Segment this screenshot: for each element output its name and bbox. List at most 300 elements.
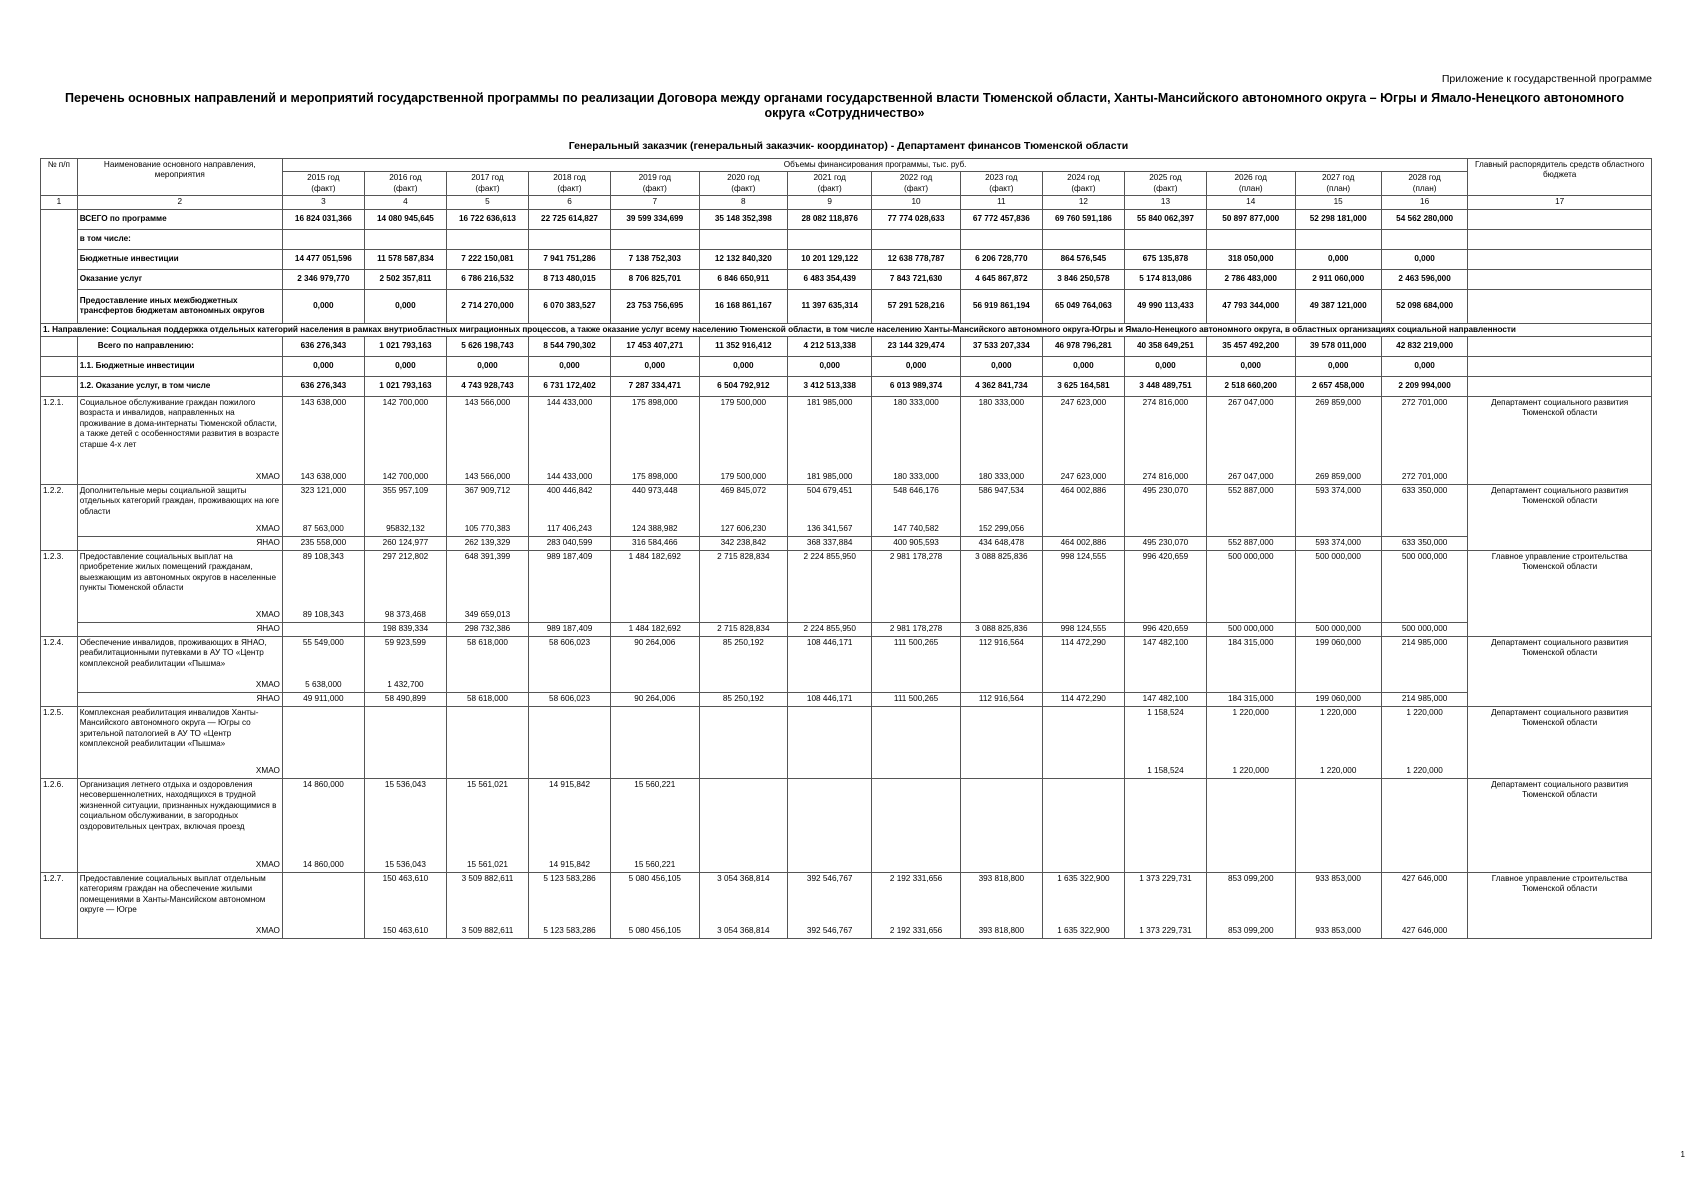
summary-value: [788, 229, 872, 249]
measure-value: 2 224 855,950: [788, 551, 872, 609]
region-value: 95832,132: [364, 523, 446, 537]
column-number: 1: [41, 196, 78, 209]
measure-value: 5 080 456,105: [611, 873, 700, 925]
header-year-type: (факт): [1153, 183, 1178, 193]
header-year: [611, 172, 700, 196]
region-value: 143 638,000: [282, 471, 364, 485]
region-value: 111 500,265: [872, 693, 961, 707]
measure-row: [41, 707, 1652, 765]
region-value: [1124, 609, 1206, 623]
summary-row: [41, 289, 1652, 323]
summary-value: 6 786 216,532: [446, 269, 528, 289]
measure-name: Социальное обслуживание граждан пожилого возраста и инвалидов, направленных на проживание в дома-интернаты Тюменской области, а также детей с особенностями развития в возрасте старше 4-х лет: [77, 397, 282, 471]
header-year: [788, 172, 872, 196]
region-value: [282, 925, 364, 939]
measure-value: 998 124,555: [1042, 551, 1124, 609]
measure-name: Обеспечение инвалидов, проживающих в ЯНАО, реабилитационными путевками в АУ ТО «Центр комплексной реабилитации «Пышма»: [77, 637, 282, 679]
measure-value: 996 420,659: [1124, 551, 1206, 609]
region-value: 316 584,466: [611, 537, 700, 551]
direction-value: 0,000: [699, 357, 788, 377]
region-value: [1124, 679, 1206, 693]
region-value: [960, 609, 1042, 623]
summary-row: [41, 269, 1652, 289]
region-value: [788, 859, 872, 873]
direction-value: 8 544 790,302: [528, 337, 610, 357]
direction-value: 6 731 172,402: [528, 377, 610, 397]
measure-name: Организация летнего отдыха и оздоровления несовершеннолетних, находящихся в трудной жизненной ситуации, признанных нуждающимися в социальном обслуживании, в загородных оздоровительных центрах, включая проезд: [77, 779, 282, 859]
direction-value: 42 832 219,000: [1381, 337, 1467, 357]
measure-subrow: [41, 679, 1652, 693]
region-label: ХМАО: [77, 471, 282, 485]
measure-subrow: [41, 609, 1652, 623]
region-value: 267 047,000: [1206, 471, 1295, 485]
region-value: 184 315,000: [1206, 693, 1295, 707]
header-row-years: [41, 172, 1652, 196]
summary-distributor: [1468, 209, 1652, 229]
measure-value: 495 230,070: [1124, 485, 1206, 523]
summary-label: ВСЕГО по программе: [77, 209, 282, 229]
measure-value: 180 333,000: [872, 397, 961, 471]
measure-value: 633 350,000: [1381, 485, 1467, 523]
region-value: 85 250,192: [699, 693, 788, 707]
region-value: 144 433,000: [528, 471, 610, 485]
column-number: 7: [611, 196, 700, 209]
direction-total-row: [41, 377, 1652, 397]
header-year-type: (план): [1326, 183, 1351, 193]
header-year: [699, 172, 788, 196]
measure-value: 114 472,290: [1042, 637, 1124, 679]
region-value: 89 108,343: [282, 609, 364, 623]
summary-row: [41, 209, 1652, 229]
region-value: 5 638,000: [282, 679, 364, 693]
summary-value: 10 201 129,122: [788, 249, 872, 269]
summary-value: 23 753 756,695: [611, 289, 700, 323]
summary-value: 22 725 614,827: [528, 209, 610, 229]
region-value: [1042, 679, 1124, 693]
region-value: 274 816,000: [1124, 471, 1206, 485]
direction-value: 3 412 513,338: [788, 377, 872, 397]
direction-value: 46 978 796,281: [1042, 337, 1124, 357]
region-value: [1042, 523, 1124, 537]
region-value: 5 080 456,105: [611, 925, 700, 939]
measure-subrow: [41, 537, 1652, 551]
region-value: 2 981 178,278: [872, 623, 961, 637]
region-value: 368 337,884: [788, 537, 872, 551]
direction-value: 3 625 164,581: [1042, 377, 1124, 397]
region-value: 552 887,000: [1206, 537, 1295, 551]
region-value: 15 560,221: [611, 859, 700, 873]
summary-value: 2 463 596,000: [1381, 269, 1467, 289]
measure-value: 175 898,000: [611, 397, 700, 471]
region-value: [446, 765, 528, 779]
summary-value: 864 576,545: [1042, 249, 1124, 269]
measure-value: 1 158,524: [1124, 707, 1206, 765]
direction-value: 636 276,343: [282, 337, 364, 357]
summary-value: [1206, 229, 1295, 249]
region-value: 500 000,000: [1295, 623, 1381, 637]
summary-label: Предоставление иных межбюджетных трансфертов бюджетам автономных округов: [77, 289, 282, 323]
summary-value: 6 070 383,527: [528, 289, 610, 323]
region-label: ЯНАО: [77, 693, 282, 707]
region-value: [960, 859, 1042, 873]
measure-value: 89 108,343: [282, 551, 364, 609]
direction-value: 0,000: [1381, 357, 1467, 377]
measure-row: [41, 551, 1652, 609]
summary-value: 12 132 840,320: [699, 249, 788, 269]
measure-value: 112 916,564: [960, 637, 1042, 679]
measure-value: 1 220,000: [1295, 707, 1381, 765]
column-number: 5: [446, 196, 528, 209]
region-label: ЯНАО: [77, 623, 282, 637]
region-value: 1 220,000: [1295, 765, 1381, 779]
header-year-label: 2019 год: [638, 173, 672, 183]
measure-number: 1.2.4.: [41, 637, 78, 707]
region-value: [872, 679, 961, 693]
summary-value: 0,000: [282, 289, 364, 323]
region-value: [528, 679, 610, 693]
region-value: [788, 679, 872, 693]
column-number: 11: [960, 196, 1042, 209]
summary-value: 49 990 113,433: [1124, 289, 1206, 323]
measure-value: 14 860,000: [282, 779, 364, 859]
summary-value: 57 291 528,216: [872, 289, 961, 323]
measure-value: [788, 779, 872, 859]
direction-value: 37 533 207,334: [960, 337, 1042, 357]
summary-value: 7 843 721,630: [872, 269, 961, 289]
region-value: 124 388,982: [611, 523, 700, 537]
region-value: 989 187,409: [528, 623, 610, 637]
region-value: 349 659,013: [446, 609, 528, 623]
direction-value: 0,000: [1295, 357, 1381, 377]
measure-value: 3 088 825,836: [960, 551, 1042, 609]
header-year-type: (факт): [903, 183, 929, 193]
measure-value: 427 646,000: [1381, 873, 1467, 925]
region-label: ХМАО: [77, 609, 282, 623]
region-value: 247 623,000: [1042, 471, 1124, 485]
row-number: 1.2.: [79, 381, 94, 391]
summary-num-cell: [41, 209, 78, 323]
measure-value: [699, 707, 788, 765]
region-value: 434 648,478: [960, 537, 1042, 551]
region-value: [872, 765, 961, 779]
header-num: № п/п: [41, 159, 78, 196]
summary-value: [960, 229, 1042, 249]
region-value: [872, 609, 961, 623]
header-year-type: (факт): [557, 183, 582, 193]
header-year-type: (факт): [731, 183, 756, 193]
header-year-label: 2027 год: [1321, 173, 1355, 183]
region-value: 58 618,000: [446, 693, 528, 707]
measure-value: 180 333,000: [960, 397, 1042, 471]
region-value: [788, 609, 872, 623]
region-value: 3 088 825,836: [960, 623, 1042, 637]
region-value: 269 859,000: [1295, 471, 1381, 485]
summary-value: [1381, 229, 1467, 249]
measure-name: Предоставление социальных выплат на приобретение жилых помещений гражданам, выезжающим из автономных округов в населенные пункты Тюменской области: [77, 551, 282, 609]
summary-distributor: [1468, 269, 1652, 289]
region-value: 400 905,593: [872, 537, 961, 551]
direction-value: 0,000: [528, 357, 610, 377]
region-value: 1 373 229,731: [1124, 925, 1206, 939]
summary-value: [446, 229, 528, 249]
region-value: 108 446,171: [788, 693, 872, 707]
column-number: 4: [364, 196, 446, 209]
measure-value: 1 635 322,900: [1042, 873, 1124, 925]
measure-value: 2 981 178,278: [872, 551, 961, 609]
direction-row-num: [41, 377, 78, 397]
region-value: 3 509 882,611: [446, 925, 528, 939]
region-value: 14 860,000: [282, 859, 364, 873]
measure-value: [1381, 779, 1467, 859]
measure-value: [1206, 779, 1295, 859]
measure-name: Предоставление социальных выплат отдельным категориям граждан на обеспечение жилыми помещениями в Ханты-Мансийском автономном округе — Югре: [77, 873, 282, 925]
summary-value: 16 824 031,366: [282, 209, 364, 229]
region-value: 14 915,842: [528, 859, 610, 873]
summary-value: 47 793 344,000: [1206, 289, 1295, 323]
summary-value: 65 049 764,063: [1042, 289, 1124, 323]
measure-value: 355 957,109: [364, 485, 446, 523]
header-year-label: 2016 год: [389, 173, 422, 183]
measure-value: 393 818,800: [960, 873, 1042, 925]
region-value: [1206, 609, 1295, 623]
measure-value: 586 947,534: [960, 485, 1042, 523]
row-label: Бюджетные инвестиции: [95, 361, 195, 371]
region-value: 58 490,899: [364, 693, 446, 707]
region-value: 199 060,000: [1295, 693, 1381, 707]
measure-value: 143 566,000: [446, 397, 528, 471]
column-number: 12: [1042, 196, 1124, 209]
summary-value: 11 578 587,834: [364, 249, 446, 269]
region-value: [1042, 609, 1124, 623]
region-value: 464 002,886: [1042, 537, 1124, 551]
measure-value: 400 446,842: [528, 485, 610, 523]
measure-subrow: [41, 471, 1652, 485]
measure-value: 59 923,599: [364, 637, 446, 679]
region-value: 143 566,000: [446, 471, 528, 485]
measure-value: 500 000,000: [1295, 551, 1381, 609]
direction-value: 39 578 011,000: [1295, 337, 1381, 357]
summary-value: 12 638 778,787: [872, 249, 961, 269]
measure-value: [282, 707, 364, 765]
region-value: [1295, 679, 1381, 693]
region-value: 98 373,468: [364, 609, 446, 623]
measure-value: 464 002,886: [1042, 485, 1124, 523]
summary-value: 39 599 334,699: [611, 209, 700, 229]
header-year: [960, 172, 1042, 196]
region-value: 179 500,000: [699, 471, 788, 485]
region-value: [611, 765, 700, 779]
header-year-label: 2022 год: [899, 173, 933, 183]
header-volumes: Объемы финансирования программы, тыс. руб.: [282, 159, 1467, 172]
direction-value: 0,000: [364, 357, 446, 377]
region-value: 152 299,056: [960, 523, 1042, 537]
measure-row: [41, 779, 1652, 859]
direction-value: 0,000: [1206, 357, 1295, 377]
region-label: ХМАО: [77, 765, 282, 779]
column-number: 17: [1468, 196, 1652, 209]
measure-value: 85 250,192: [699, 637, 788, 679]
region-value: 235 558,000: [282, 537, 364, 551]
measure-value: 648 391,399: [446, 551, 528, 609]
measure-row: [41, 637, 1652, 679]
region-value: 49 911,000: [282, 693, 364, 707]
region-value: [282, 623, 364, 637]
appendix-note: Приложение к государственной программе: [1441, 73, 1652, 85]
region-value: 181 985,000: [788, 471, 872, 485]
measure-value: [872, 707, 961, 765]
direction-row: [41, 323, 1652, 336]
measure-value: 267 047,000: [1206, 397, 1295, 471]
summary-value: 67 772 457,836: [960, 209, 1042, 229]
region-value: [960, 679, 1042, 693]
measure-distributor: Департамент социального развития Тюменской области: [1468, 779, 1652, 873]
region-value: 500 000,000: [1381, 623, 1467, 637]
direction-value: 2 657 458,000: [1295, 377, 1381, 397]
header-year-type: (факт): [311, 183, 336, 193]
header-year: [1381, 172, 1467, 196]
measure-number: 1.2.6.: [41, 779, 78, 873]
direction-value: 0,000: [446, 357, 528, 377]
region-value: 1 432,700: [364, 679, 446, 693]
region-value: [364, 765, 446, 779]
summary-value: 28 082 118,876: [788, 209, 872, 229]
measure-value: 504 679,451: [788, 485, 872, 523]
measure-value: 15 560,221: [611, 779, 700, 859]
region-value: 1 484 182,692: [611, 623, 700, 637]
summary-value: 11 397 635,314: [788, 289, 872, 323]
measure-number: 1.2.1.: [41, 397, 78, 485]
measure-value: [1042, 707, 1124, 765]
header-year-label: 2026 год: [1234, 173, 1267, 183]
column-number: 13: [1124, 196, 1206, 209]
region-value: [1206, 679, 1295, 693]
direction-value: 0,000: [1042, 357, 1124, 377]
region-value: [699, 859, 788, 873]
region-value: 500 000,000: [1206, 623, 1295, 637]
summary-distributor: [1468, 249, 1652, 269]
region-value: [788, 765, 872, 779]
direction-value: 0,000: [282, 357, 364, 377]
region-value: 150 463,610: [364, 925, 446, 939]
measure-row: [41, 873, 1652, 925]
summary-value: 0,000: [1381, 249, 1467, 269]
region-value: 633 350,000: [1381, 537, 1467, 551]
measure-value: 2 192 331,656: [872, 873, 961, 925]
region-value: 142 700,000: [364, 471, 446, 485]
region-value: 272 701,000: [1381, 471, 1467, 485]
measure-value: [872, 779, 961, 859]
region-value: 198 839,334: [364, 623, 446, 637]
region-value: 180 333,000: [960, 471, 1042, 485]
summary-row: [41, 249, 1652, 269]
page-number: 1: [1680, 1150, 1685, 1159]
region-value: 1 635 322,900: [1042, 925, 1124, 939]
measure-subrow: [41, 925, 1652, 939]
measure-value: 853 099,200: [1206, 873, 1295, 925]
region-value: 1 220,000: [1206, 765, 1295, 779]
page-title: Перечень основных направлений и мероприятий государственной программы по реализации Договора между органами государственной власти Тюменской области, Ханты-Мансийского автономного округа – Югры и Ямало-Ненецкого автономного округа «Сотрудничество»: [65, 91, 1624, 120]
summary-value: 50 897 877,000: [1206, 209, 1295, 229]
region-value: [1042, 859, 1124, 873]
measure-value: [1295, 779, 1381, 859]
region-value: [1295, 609, 1381, 623]
summary-value: 14 477 051,596: [282, 249, 364, 269]
header-year-label: 2025 год: [1149, 173, 1182, 183]
region-value: 147 482,100: [1124, 693, 1206, 707]
header-year: [1206, 172, 1295, 196]
header-year: [282, 172, 364, 196]
region-value: 495 230,070: [1124, 537, 1206, 551]
direction-value: 0,000: [872, 357, 961, 377]
measure-value: [611, 707, 700, 765]
measure-value: 1 220,000: [1381, 707, 1467, 765]
header-year: [528, 172, 610, 196]
measure-subrow: [41, 693, 1652, 707]
measure-value: 111 500,265: [872, 637, 961, 679]
region-value: [528, 609, 610, 623]
direction-distributor: [1468, 337, 1652, 357]
region-value: [872, 859, 961, 873]
header-year-label: 2015 год: [307, 173, 340, 183]
region-value: [611, 609, 700, 623]
header-year-label: 2018 год: [553, 173, 586, 183]
region-value: 1 158,524: [1124, 765, 1206, 779]
summary-value: 2 786 483,000: [1206, 269, 1295, 289]
region-value: [699, 765, 788, 779]
measure-value: 989 187,409: [528, 551, 610, 609]
measure-value: 143 638,000: [282, 397, 364, 471]
region-value: 260 124,977: [364, 537, 446, 551]
measure-value: 392 546,767: [788, 873, 872, 925]
measure-value: [960, 779, 1042, 859]
row-number: 1.1.: [79, 361, 94, 371]
header-year-type: (факт): [475, 183, 500, 193]
summary-value: 6 206 728,770: [960, 249, 1042, 269]
region-value: 1 220,000: [1381, 765, 1467, 779]
region-value: 998 124,555: [1042, 623, 1124, 637]
measure-distributor: Главное управление строительства Тюменской области: [1468, 551, 1652, 637]
direction-value: 23 144 329,474: [872, 337, 961, 357]
header-name: Наименование основного направления, мероприятия: [77, 159, 282, 196]
header-year-type: (план): [1238, 183, 1263, 193]
header-year-label: 2028 год: [1408, 173, 1441, 183]
region-value: [1124, 859, 1206, 873]
header-year-label: 2024 год: [1067, 173, 1100, 183]
summary-value: 8 713 480,015: [528, 269, 610, 289]
summary-value: 0,000: [1295, 249, 1381, 269]
measure-value: 55 549,000: [282, 637, 364, 679]
measure-distributor: Главное управление строительства Тюменской области: [1468, 873, 1652, 939]
summary-value: 5 174 813,086: [1124, 269, 1206, 289]
direction-value: 0,000: [788, 357, 872, 377]
region-value: 427 646,000: [1381, 925, 1467, 939]
region-value: 342 238,842: [699, 537, 788, 551]
summary-value: 54 562 280,000: [1381, 209, 1467, 229]
measure-value: 1 484 182,692: [611, 551, 700, 609]
header-year-label: 2021 год: [813, 173, 846, 183]
region-label: ЯНАО: [77, 537, 282, 551]
measure-value: 5 123 583,286: [528, 873, 610, 925]
region-value: 112 916,564: [960, 693, 1042, 707]
column-number: 10: [872, 196, 961, 209]
measure-value: 247 623,000: [1042, 397, 1124, 471]
direction-row-num: [41, 357, 78, 377]
direction-distributor: [1468, 377, 1652, 397]
header-year-type: (факт): [817, 183, 842, 193]
summary-value: 16 722 636,613: [446, 209, 528, 229]
measure-value: [960, 707, 1042, 765]
measure-subrow: [41, 623, 1652, 637]
